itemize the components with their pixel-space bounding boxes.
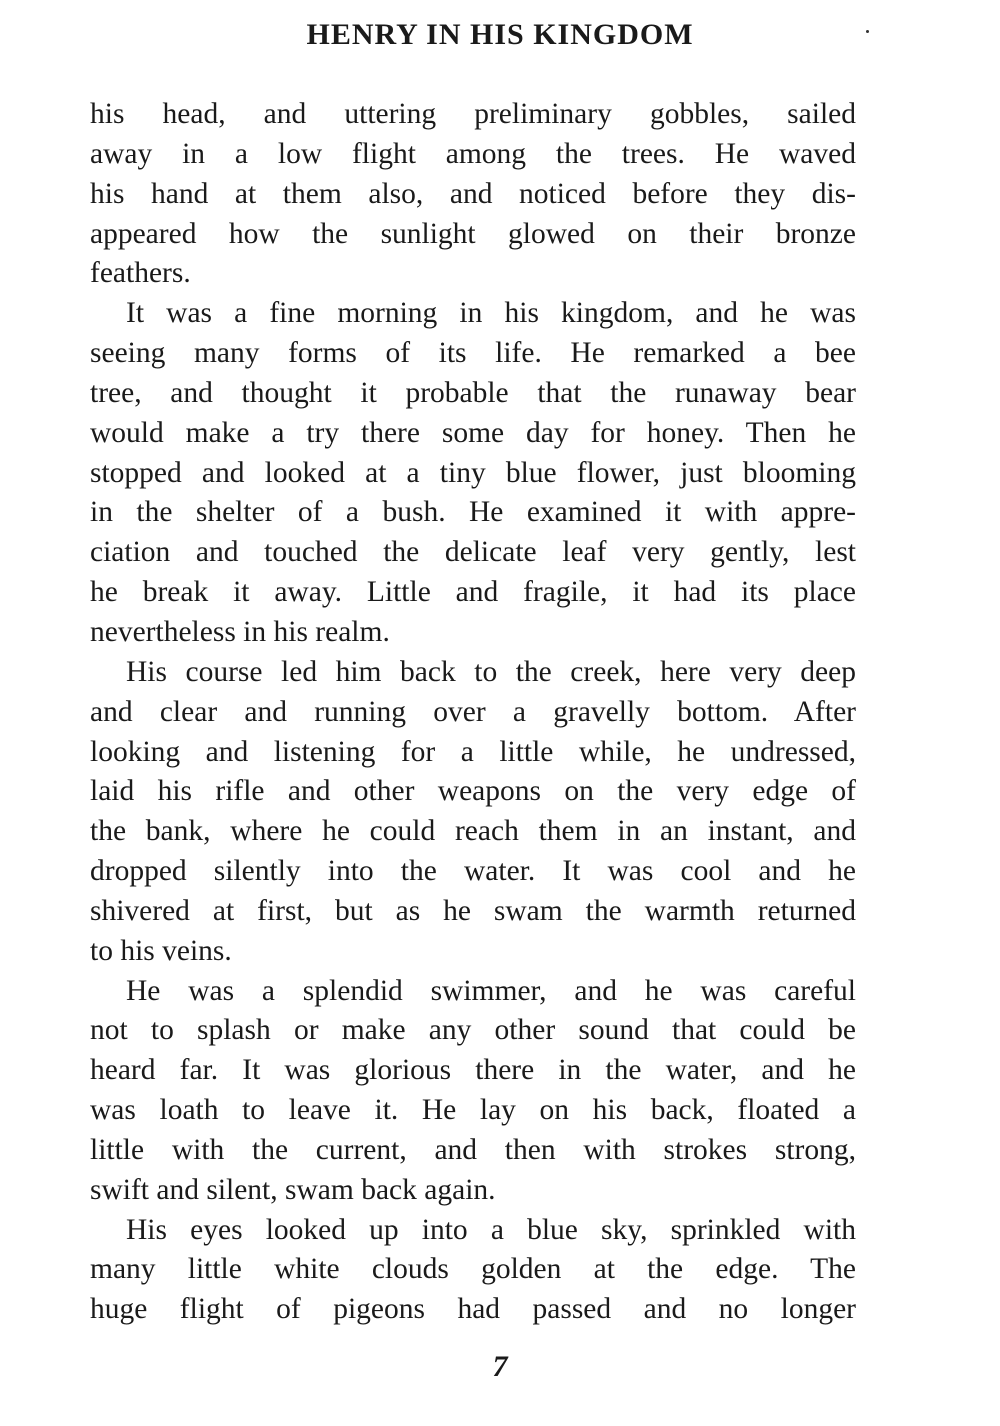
body-text bbox=[90, 95, 856, 1330]
text-line: stopped and looked at a tiny blue flower, just blooming bbox=[90, 456, 856, 489]
text-line: nevertheless in his realm. bbox=[90, 615, 390, 648]
text-line: in the shelter of a bush. He examined it with appre- bbox=[90, 496, 856, 529]
text-line: huge flight of pigeons had passed and no longer bbox=[90, 1293, 856, 1326]
text-line: ciation and touched the delicate leaf very gently, lest bbox=[90, 536, 856, 569]
running-head: HENRY IN HIS KINGDOM bbox=[306, 18, 694, 51]
text-line: his head, and uttering preliminary gobbles, sailed bbox=[90, 98, 856, 130]
text-line: laid his rifle and other weapons on the very edge of bbox=[90, 775, 856, 808]
text-line: dropped silently into the water. It was cool and he bbox=[90, 855, 856, 888]
text-line: tree, and thought it probable that the runaway bear bbox=[90, 376, 856, 409]
text-line: shivered at first, but as he swam the warmth returned bbox=[90, 894, 856, 927]
text-line: swift and silent, swam back again. bbox=[90, 1173, 496, 1206]
text-line: He was a splendid swimmer, and he was careful bbox=[126, 974, 856, 1007]
text-line: heard far. It was glorious there in the water, and he bbox=[90, 1054, 856, 1087]
text-line: seeing many forms of its life. He remarked a bee bbox=[90, 337, 856, 370]
stray-mark bbox=[866, 30, 869, 33]
text-line: he break it away. Little and fragile, it had its place bbox=[90, 576, 856, 609]
page-number: 7 bbox=[492, 1350, 508, 1383]
text-line: to his veins. bbox=[90, 934, 232, 967]
text-line: was loath to leave it. He lay on his back, floated a bbox=[90, 1094, 856, 1127]
text-line: His course led him back to the creek, here very deep bbox=[126, 655, 856, 688]
text-line: the bank, where he could reach them in an instant, and bbox=[90, 815, 856, 848]
text-line: His eyes looked up into a blue sky, sprinkled with bbox=[126, 1213, 856, 1246]
text-line: It was a fine morning in his kingdom, and he was bbox=[126, 297, 856, 330]
text-line: appeared how the sunlight glowed on their bronze bbox=[90, 217, 856, 250]
text-line: many little white clouds golden at the edge. The bbox=[90, 1253, 856, 1286]
text-line: little with the current, and then with strokes strong, bbox=[90, 1133, 856, 1166]
text-line: and clear and running over a gravelly bottom. After bbox=[90, 695, 856, 728]
text-line: away in a low flight among the trees. He waved bbox=[90, 137, 856, 170]
text-line: not to splash or make any other sound that could be bbox=[90, 1014, 856, 1047]
text-line: his hand at them also, and noticed before they dis- bbox=[90, 177, 856, 210]
text-line: would make a try there some day for honey. Then he bbox=[90, 416, 856, 449]
text-line: feathers. bbox=[90, 257, 191, 290]
text-line: looking and listening for a little while, he undressed, bbox=[90, 735, 856, 768]
